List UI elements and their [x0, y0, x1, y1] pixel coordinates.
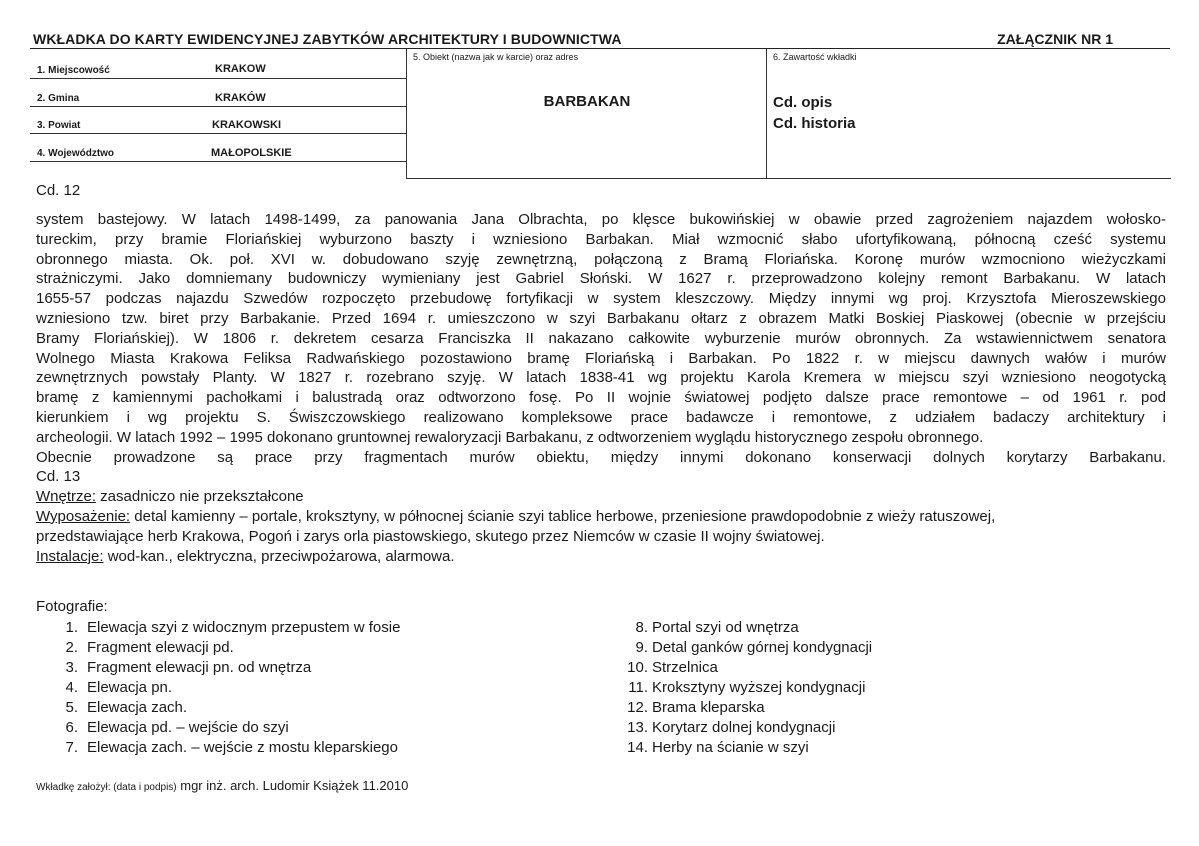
photo-item — [616, 718, 872, 738]
text-line: Obecnie prowadzone są prace przy fragmentach murów obiektu, między innymi dokonano konserwacji dolnych korytarzy Barbakanu. — [36, 448, 1166, 466]
text-line: system bastejowy. W latach 1498-1499, za panowania Jana Olbrachta, po klęsce bukowińskiej w obawie przed zagrożeniem najazdem wołosko- — [36, 211, 1166, 228]
photo-caption: Elewacja szyi z widocznym przepustem w fosie — [87, 619, 401, 636]
author-label: Wkładkę założył: (data i podpis) — [36, 782, 177, 793]
detail-text: zasadniczo nie przekształcone — [96, 488, 304, 506]
detail-label: Wnętrze: — [36, 488, 97, 506]
text-line: archeologii. W latach 1992 – 1995 dokonano gruntownej rewaloryzacji Barbakanu, z odtworzeniem wyglądu historycznego zespołu obronnego. — [36, 428, 984, 446]
field-label: 4. Województwo — [37, 148, 115, 159]
photo-item — [36, 658, 400, 678]
photo-caption: Strzelnica — [652, 659, 718, 676]
field-value: KRAKÓW — [215, 92, 266, 104]
photo-number: 8. — [635, 619, 648, 636]
photo-caption: Kroksztyny wyższej kondygnacji — [652, 679, 866, 696]
photo-caption: Elewacja zach. — [87, 699, 188, 716]
photo-item — [36, 618, 400, 638]
contents-item: Cd. historia — [773, 115, 856, 132]
document-title: WKŁADKA DO KARTY EWIDENCYJNEJ ZABYTKÓW ARCHITEKTURY I BUDOWNICTWA — [33, 31, 622, 47]
field-value: KRAKOW — [215, 63, 266, 75]
photos-heading: Fotografie: — [36, 598, 108, 615]
field-value: KRAKOWSKI — [212, 119, 282, 131]
photos-list-left — [36, 618, 400, 758]
text-line: tureckim, przy bramie Floriańskiej wyburzono baszty i wzniesiono Barbakan. Miał wzmocnić słabo ufortyfikowaną, północną cześć systemu — [36, 230, 1166, 248]
detail-text: detal kamienny – portale, kroksztyny, w północnej ścianie szyi tablice herbowe, przeniesione prawdopodobnie z wieży ratuszowej, — [130, 507, 996, 525]
detail-text: wod-kan., elektryczna, przeciwpożarowa, alarmowa. — [103, 547, 455, 565]
photo-caption: Korytarz dolnej kondygnacji — [652, 719, 836, 736]
annex-number: ZAŁĄCZNIK NR 1 — [997, 31, 1113, 47]
photo-caption: Brama kleparska — [652, 699, 765, 716]
detail-label: Wyposażenie: — [36, 507, 131, 525]
author-signature — [36, 778, 408, 793]
text-line: Bramy Floriańskiej). W 1806 r. dekretem cesarza Franciszka II nakazano całkowite wyburzenie murów obronnych. Za wstawiennictwem senatora — [36, 329, 1166, 347]
contents-label: 6. Zawartość wkładki — [773, 52, 857, 62]
photo-caption: Elewacja pd. – wejście do szyi — [87, 719, 289, 736]
photo-item — [36, 678, 400, 698]
detail-label: Instalacje: — [36, 547, 104, 565]
contents-cell — [766, 49, 1171, 179]
object-label: 5. Obiekt (nazwa jak w karcie) oraz adres — [413, 52, 579, 62]
photo-item — [616, 738, 872, 758]
text-line: bramę z kamiennymi pachołkami i balustradą oraz odtworzono fosę. Po II wojnie światowej podjęto dalsze prace remontowe – od 1961 r. pod — [36, 389, 1166, 407]
detail-equipment-cont — [36, 527, 1166, 547]
contents-list — [773, 92, 856, 134]
photo-number: 11. — [628, 679, 648, 696]
history-text — [36, 210, 1166, 566]
photo-number: 1. — [65, 619, 78, 636]
text-line: kierunkiem i wg projektu S. Świszczowskiego realizowano kompleksowe prace badawcze i remontowe, z udziałem badaczy architektury i — [36, 408, 1166, 426]
form-header-table — [30, 49, 1170, 178]
photo-number: 5. — [65, 699, 78, 716]
field-label: 3. Powiat — [37, 120, 81, 131]
photo-caption: Elewacja zach. – wejście z mostu kleparskiego — [87, 739, 398, 756]
photo-number: 7. — [65, 739, 78, 756]
object-name: BARBAKAN — [543, 93, 631, 110]
photo-caption: Fragment elewacji pn. od wnętrza — [87, 659, 312, 676]
photo-number: 13. — [627, 719, 648, 736]
field-voivodeship — [30, 147, 406, 162]
detail-interior — [36, 487, 1166, 507]
text-line: strażniczymi. Jako domniemany budowniczy wymieniany jest Gabriel Słoński. W 1627 r. przeprowadzono kolejny remont Barbakanu. W latach — [36, 270, 1166, 288]
object-cell — [406, 49, 767, 179]
field-label: 2. Gmina — [37, 93, 80, 104]
photo-item — [36, 638, 400, 658]
photo-caption: Detal ganków górnej kondygnacji — [652, 639, 873, 656]
photo-caption: Herby na ścianie w szyi — [652, 739, 809, 756]
photo-item — [36, 738, 400, 758]
photo-item — [616, 638, 872, 658]
photo-item — [616, 658, 872, 678]
photo-number: 3. — [65, 659, 78, 676]
photo-caption: Portal szyi od wnętrza — [652, 619, 799, 636]
photo-number: 14. — [627, 739, 648, 756]
photo-item — [36, 718, 400, 738]
detail-equipment — [36, 507, 1166, 527]
text-line: Wolnego Miasta Krakowa Feliksa Radwańskiego pozostawiono bramę Floriańską i Barbakan. Po 1822 r. w miejscu dawnych wałów i murów — [36, 349, 1166, 367]
photo-caption: Elewacja pn. — [87, 679, 173, 696]
photo-number: 2. — [65, 639, 78, 656]
photo-number: 4. — [65, 679, 78, 696]
field-commune — [30, 92, 406, 107]
text-line: zewnętrznych powstały Planty. W 1827 r. rozebrano szyję. W latach 1838-41 wg projektu Karola Kremera w miejscu szyi wzniesiono neogotycką — [36, 369, 1166, 387]
photos-list-right — [616, 618, 872, 758]
photo-item — [36, 698, 400, 718]
field-district — [30, 119, 406, 134]
detail-text: przedstawiające herb Krakowa, Pogoń i zarys orla piastowskiego, skutego przez Niemców w czasie II wojny światowej. — [36, 527, 825, 545]
photo-item — [616, 698, 872, 718]
text-line: wzniesiono tzw. biret przy Barbakanie. Przed 1694 r. umieszczono w szyi Barbakanu ołtarz z obrazem Matki Boskiej Piaskowej (obecnie w przejściu — [36, 309, 1166, 327]
text-line: 1655-57 podczas najazdu Szwedów rozpoczęto przebudowę fortyfikacji w system kleszczowy. Między innymi wg proj. Krzysztofa Mieroszewskiego — [36, 290, 1166, 308]
field-label: 1. Miejscowość — [37, 65, 110, 76]
detail-installations — [36, 547, 1166, 567]
field-value: MAŁOPOLSKIE — [211, 147, 292, 159]
section-heading: Cd. 13 — [36, 468, 81, 486]
photo-number: 10. — [627, 659, 648, 676]
section-heading: Cd. 12 — [36, 182, 81, 199]
text-line: obronnego miasta. Ok. poł. XVI w. dobudowano szyję zewnętrzną, połączoną z Bramą Floriańska. Koronę murów wzmocniono wieżyczkami — [36, 250, 1166, 268]
author-name: mgr inż. arch. Ludomir Książek 11.2010 — [176, 778, 409, 793]
location-fields — [30, 49, 406, 178]
photo-number: 6. — [65, 719, 78, 736]
contents-item: Cd. opis — [773, 94, 833, 111]
photo-number: 9. — [635, 639, 648, 656]
photo-item — [616, 618, 872, 638]
photo-caption: Fragment elewacji pd. — [87, 639, 234, 656]
photo-number: 12. — [627, 699, 648, 716]
field-locality — [30, 63, 406, 79]
photo-item — [616, 678, 872, 698]
